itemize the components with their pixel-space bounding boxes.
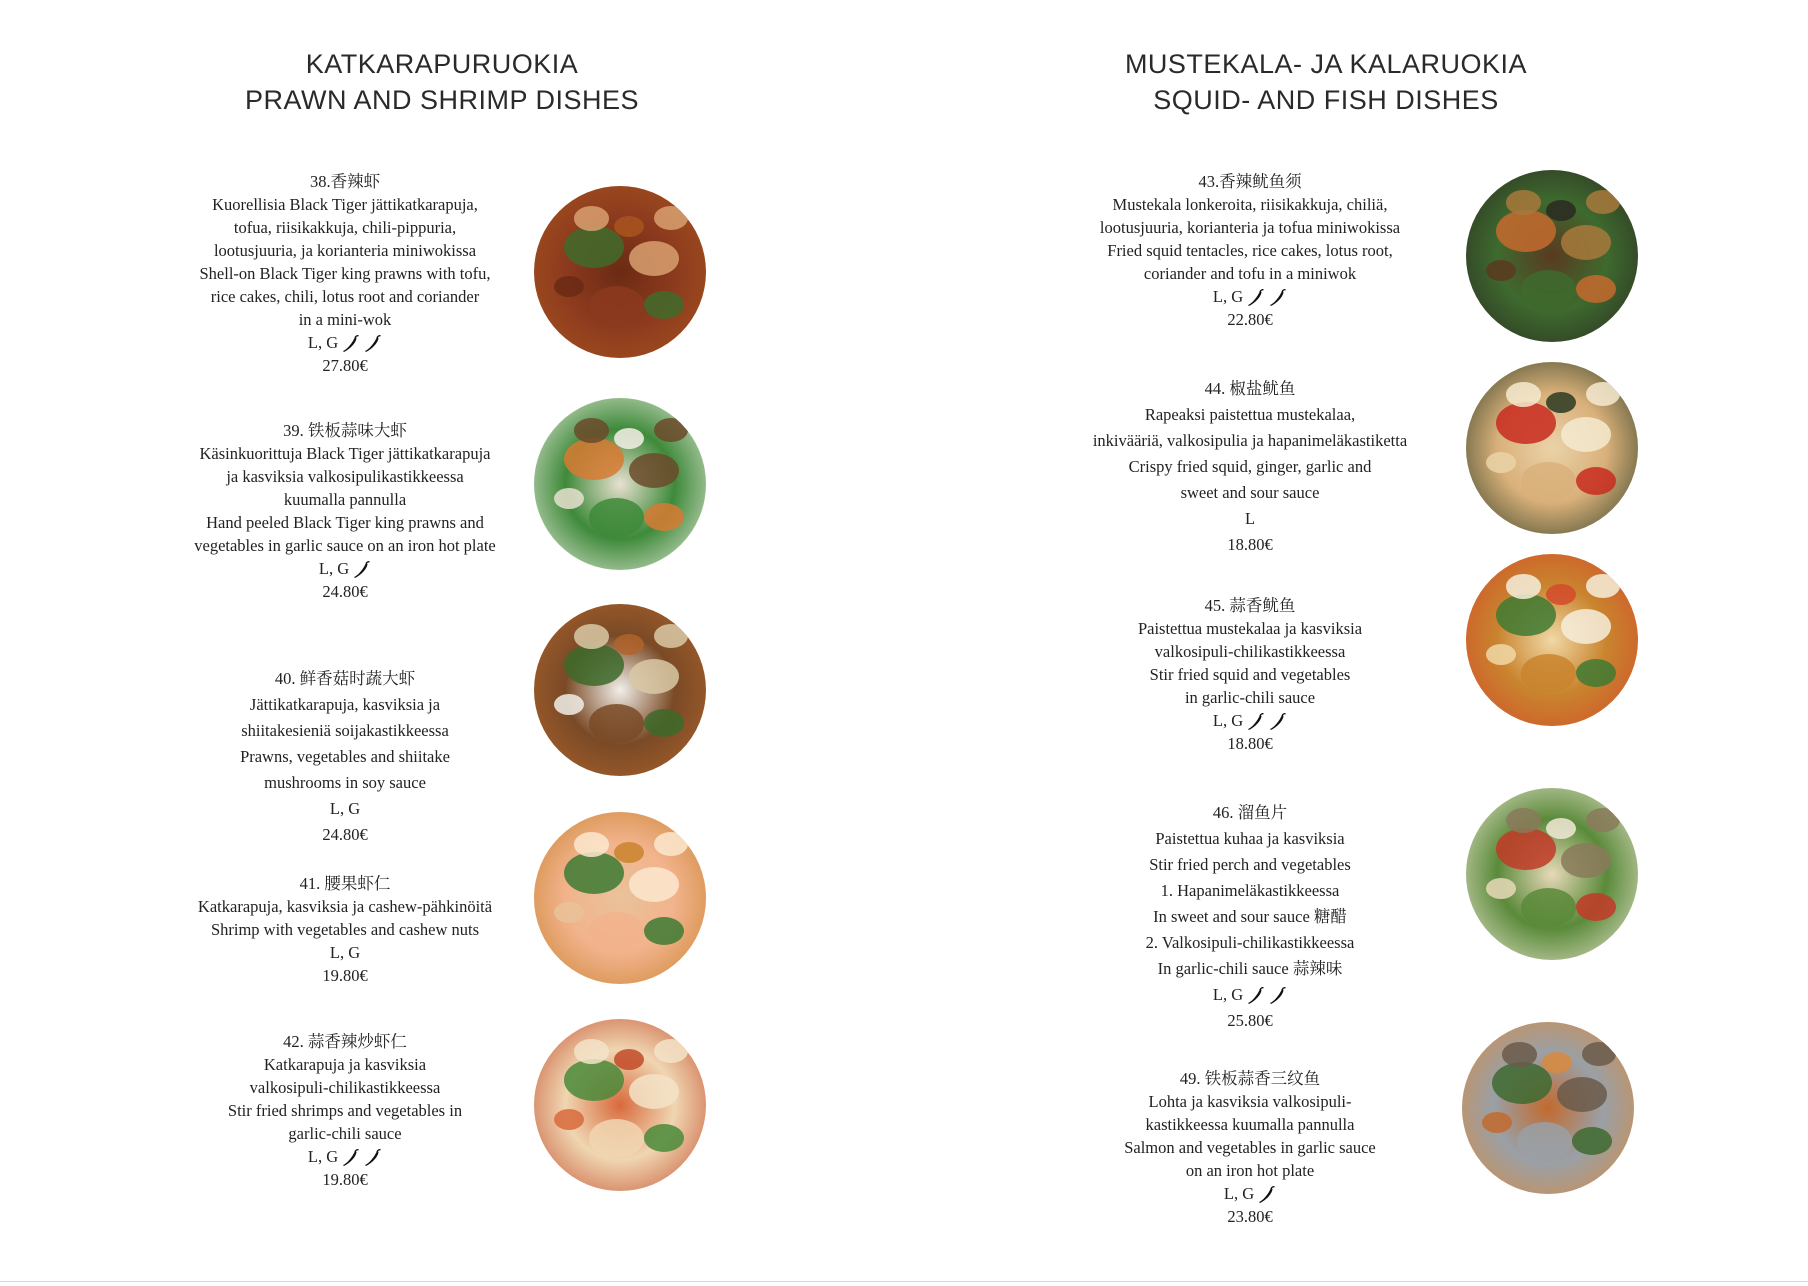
dish-description-line: Salmon and vegetables in garlic sauce (1124, 1138, 1376, 1157)
heading-english: SQUID- AND FISH DISHES (1153, 85, 1499, 115)
dish-title: 45. 蒜香鱿鱼 (1204, 596, 1296, 615)
chili-pepper-icon (1267, 985, 1287, 1005)
dish-price: 18.80€ (1227, 734, 1273, 753)
dish-description (1020, 376, 1480, 558)
dish-description-line: Paistettua kuhaa ja kasviksia (1155, 829, 1345, 848)
dish-photo (1466, 788, 1638, 960)
dish-description-line: valkosipuli-chilikastikkeessa (1154, 642, 1346, 661)
chili-pepper-icon (1245, 287, 1265, 307)
chili-pepper-icon (362, 1147, 382, 1167)
dish-description-line: Prawns, vegetables and shiitake (240, 747, 450, 766)
dish-description-line: in garlic-chili sauce (1184, 688, 1316, 707)
dish-description-line: Shell-on Black Tiger king prawns with tofu, (199, 264, 491, 283)
dish-description-line: coriander and tofu in a miniwok (1143, 264, 1357, 283)
dish-description (1020, 170, 1480, 331)
dish-photo (534, 812, 706, 984)
dish-dietary-tags (1020, 982, 1480, 1008)
dish-dietary-tags (115, 557, 575, 580)
dish-dietary-tags (1020, 709, 1480, 732)
dietary-tags-label: L, G (329, 943, 361, 962)
dish-price: 27.80€ (322, 356, 368, 375)
chili-pepper-icon (1267, 287, 1287, 307)
chili-pepper-icon (340, 333, 360, 353)
dish-description-line: Mustekala lonkeroita, riisikakkuja, chiliä, (1112, 195, 1388, 214)
dish-title: 39. 铁板蒜味大虾 (283, 421, 407, 440)
dish-description-line: shiitakesieniä soijakastikkeessa (241, 721, 449, 740)
dish-photo (534, 186, 706, 358)
dish-description-line: Shrimp with vegetables and cashew nuts (210, 920, 480, 939)
chili-pepper-icon (1256, 1184, 1276, 1204)
dish-description-line: Stir fried squid and vegetables (1149, 665, 1351, 684)
dish-description-line: Fried squid tentacles, rice cakes, lotus root, (1107, 241, 1393, 260)
heading-english: PRAWN AND SHRIMP DISHES (244, 85, 640, 115)
dish-title: 44. 椒盐鱿鱼 (1204, 379, 1296, 398)
dish-description-line: Käsinkuorittuja Black Tiger jättikatkarapuja (199, 444, 491, 463)
section-heading-prawn (0, 46, 894, 118)
dish-description-line: lootusjuuria, korianteria ja tofua miniwokissa (1099, 218, 1401, 237)
dish-description-line: ja kasviksia valkosipulikastikkeessa (226, 467, 464, 486)
dish-description-line: Rapeaksi paistettua mustekalaa, (1144, 405, 1356, 424)
chili-pepper-icon (362, 333, 382, 353)
dish-price: 19.80€ (322, 966, 368, 985)
chili-pepper-icon (1267, 711, 1287, 731)
heading-finnish: KATKARAPURUOKIA (305, 49, 579, 79)
dish-price: 23.80€ (1227, 1207, 1273, 1226)
dish-dietary-tags (115, 941, 575, 964)
dish-description-line: In garlic-chili sauce 蒜辣味 (1157, 959, 1343, 978)
dish-description-line: Jättikatkarapuja, kasviksia ja (249, 695, 441, 714)
dish-description-line: Lohta ja kasviksia valkosipuli- (1148, 1092, 1352, 1111)
dish-dietary-tags (1020, 1182, 1480, 1205)
page-bottom-divider (0, 1281, 1808, 1282)
dish-description-line: inkivääriä, valkosipulia ja hapanimeläkastiketta (1092, 431, 1408, 450)
dish-description-line: 2. Valkosipuli-chilikastikkeessa (1145, 933, 1355, 952)
dish-title: 38.香辣虾 (309, 172, 381, 191)
dish-description (115, 170, 575, 377)
dish-description-line: mushrooms in soy sauce (264, 773, 426, 792)
dish-title: 49. 铁板蒜香三纹鱼 (1179, 1069, 1321, 1088)
dish-description-line: Hand peeled Black Tiger king prawns and (206, 513, 484, 532)
dish-photo (1466, 170, 1638, 342)
dish-description-line: kuumalla pannulla (283, 490, 407, 509)
chili-pepper-icon (1245, 985, 1265, 1005)
dish-description-line: Stir fried shrimps and vegetables in (227, 1101, 463, 1120)
dish-title: 42. 蒜香辣炒虾仁 (283, 1032, 407, 1051)
dietary-tags-label: L, G (318, 559, 350, 578)
dish-description-line: rice cakes, chili, lotus root and coriander (210, 287, 480, 306)
dish-photo (534, 398, 706, 570)
dish-photo (534, 1019, 706, 1191)
heading-finnish: MUSTEKALA- JA KALARUOKIA (1124, 49, 1528, 79)
dietary-tags-label: L, G (329, 799, 361, 818)
dish-description-line: sweet and sour sauce (1180, 483, 1320, 502)
dish-description (115, 419, 575, 603)
dish-description-line: on an iron hot plate (1185, 1161, 1315, 1180)
dish-price: 24.80€ (322, 582, 368, 601)
dish-description-line: valkosipuli-chilikastikkeessa (249, 1078, 441, 1097)
dish-description-line: Katkarapuja, kasviksia ja cashew-pähkinöitä (197, 897, 493, 916)
dish-photo (1466, 554, 1638, 726)
dish-dietary-tags (115, 331, 575, 354)
dish-description (115, 1030, 575, 1191)
dish-price: 18.80€ (1227, 535, 1273, 554)
dish-dietary-tags (115, 796, 575, 822)
dish-description (1020, 594, 1480, 755)
dish-title: 43.香辣鱿鱼须 (1198, 172, 1302, 191)
dish-dietary-tags (1020, 285, 1480, 308)
dish-title: 46. 溜鱼片 (1212, 803, 1288, 822)
dish-photo (1462, 1022, 1634, 1194)
dish-price: 22.80€ (1227, 310, 1273, 329)
dish-description-line: in a mini-wok (298, 310, 392, 329)
dish-price: 25.80€ (1227, 1011, 1273, 1030)
dish-description (1020, 800, 1480, 1034)
dish-description (1020, 1067, 1480, 1228)
dish-description-line: In sweet and sour sauce 糖醋 (1153, 907, 1347, 926)
dish-photo (1466, 362, 1638, 534)
dish-description (115, 666, 575, 848)
dish-price: 19.80€ (322, 1170, 368, 1189)
dish-description-line: Kuorellisia Black Tiger jättikatkarapuja, (212, 195, 478, 214)
dish-dietary-tags (115, 1145, 575, 1168)
right-menu-page (904, 0, 1808, 1286)
dish-description-line: Crispy fried squid, ginger, garlic and (1128, 457, 1372, 476)
dish-description-line: vegetables in garlic sauce on an iron hot plate (194, 536, 496, 555)
dietary-tags-label: L, G (307, 333, 339, 352)
dish-title: 40. 鲜香菇时蔬大虾 (274, 669, 416, 688)
dish-description-line: Paistettua mustekalaa ja kasviksia (1137, 619, 1363, 638)
dish-description-line: tofua, riisikakkuja, chili-pippuria, (233, 218, 457, 237)
dish-description-line: Stir fried perch and vegetables (1149, 855, 1351, 874)
dish-description-line: garlic-chili sauce (288, 1124, 402, 1143)
dish-description-line: lootusjuuria, ja korianteria miniwokissa (213, 241, 477, 260)
dish-title: 41. 腰果虾仁 (299, 874, 391, 893)
dish-description-line: 1. Hapanimeläkastikkeessa (1160, 881, 1340, 900)
dish-description-line: kastikkeessa kuumalla pannulla (1145, 1115, 1355, 1134)
chili-pepper-icon (340, 1147, 360, 1167)
dietary-tags-label: L, G (1212, 711, 1244, 730)
dish-photo (534, 604, 706, 776)
section-heading-squid-fish (874, 46, 1778, 118)
chili-pepper-icon (1245, 711, 1265, 731)
dietary-tags-label: L, G (307, 1147, 339, 1166)
dietary-tags-label: L, G (1212, 287, 1244, 306)
dish-price: 24.80€ (322, 825, 368, 844)
dish-dietary-tags (1020, 506, 1480, 532)
dish-description-line: Katkarapuja ja kasviksia (263, 1055, 427, 1074)
dietary-tags-label: L, G (1212, 985, 1244, 1004)
chili-pepper-icon (351, 559, 371, 579)
dish-description (115, 872, 575, 987)
dietary-tags-label: L, G (1223, 1184, 1255, 1203)
dietary-tags-label: L (1244, 509, 1256, 528)
